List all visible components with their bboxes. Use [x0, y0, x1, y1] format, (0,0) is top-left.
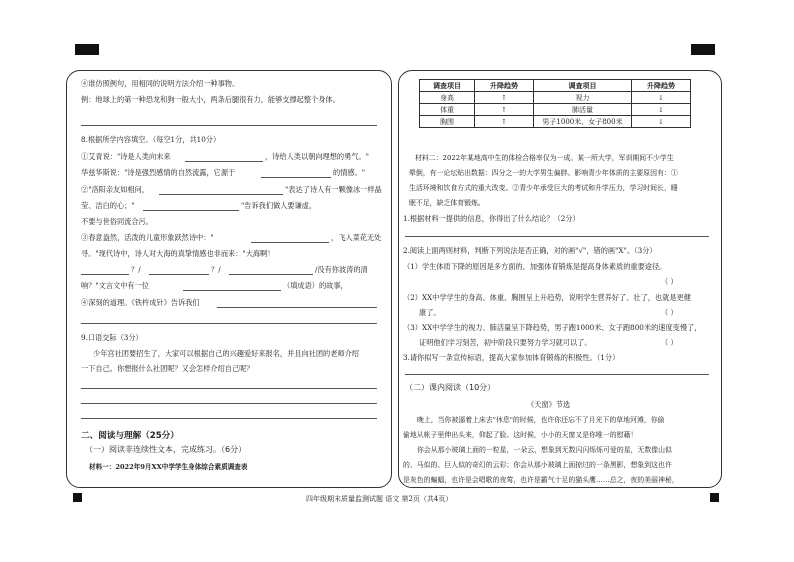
q8-3b: ，飞入菜花无处	[331, 233, 382, 242]
q8-1b: ，诗给人类以朝向理想的勇气。"	[265, 152, 369, 161]
answer-line[interactable]	[81, 403, 377, 404]
survey-table	[419, 79, 691, 128]
answer-line[interactable]	[405, 374, 709, 375]
passage-title: 《天窗》节选	[527, 400, 571, 409]
passage-line: 你会从那小玻璃上面的一粒星，一朵云，想象到无数闪闪烁烁可爱的星，无数像山似	[417, 446, 672, 454]
q2-statement-3-cont: 证明他们学习刻苦，初中阶段只要努力学习就可以了。	[419, 338, 592, 347]
table-row: 体重 ↑ 肺活量 ↓	[420, 104, 691, 116]
blank-line[interactable]	[217, 307, 377, 308]
blank-line[interactable]	[159, 194, 283, 195]
q2-statement-2: （2）XX中学学生的身高、体重、胸围呈上升趋势，说明学生营养好了、壮了，也就是更健	[403, 293, 691, 302]
blank-line[interactable]	[143, 210, 239, 211]
registration-mark-top-left	[75, 44, 99, 55]
q8-3f: /没有你波涛的清	[315, 265, 368, 274]
q8-2c: 莹、洁白的心；"	[81, 201, 135, 210]
answer-parentheses[interactable]: （ ）	[661, 338, 678, 347]
table-header: 调查项目	[420, 80, 475, 92]
q9-text2: 一下自己。你想报什么社团呢？又会怎样介绍自己呢？	[81, 364, 254, 373]
registration-mark-top-right	[691, 44, 715, 55]
material-2-line: 眠不足，缺乏体育锻炼。	[409, 199, 485, 207]
q7-item4: ④谁仿照例句，用相同的说明方法介绍一种事物。	[81, 79, 240, 88]
answer-line[interactable]	[405, 236, 709, 237]
registration-mark-bottom-right	[710, 493, 719, 502]
material-2-line: 生活环境和饮食方式的重大改变。②青少年承受巨大的考试和升学压力，学习时间长，睡	[409, 184, 678, 192]
q7-example: 例：地球上的第一种恐龙和狗一般大小，两条后腿很有力，能够支撑起整个身体。	[81, 95, 340, 104]
material-1-caption: 材料一：2022年9月XX中学学生身体综合素质调查表	[89, 463, 248, 471]
q8-3c: 寻。"现代诗中，诗人对大海的真挚情感也非而来："大海啊！	[81, 249, 275, 258]
page-footer: 四年级期末质量监测试题 语文 第2页（共4页）	[306, 495, 453, 503]
left-column	[66, 70, 392, 488]
answer-parentheses[interactable]: （ ）	[661, 277, 678, 286]
registration-mark-bottom-left	[73, 493, 82, 502]
answer-parentheses[interactable]: （ ）	[661, 308, 678, 317]
q8-2d: "告诉我们做人要谦虚，	[241, 201, 317, 210]
q2-statement-2-cont: 康了。	[419, 308, 441, 317]
table-header: 升降趋势	[475, 80, 534, 92]
right-column	[398, 70, 722, 488]
table-header: 调查项目	[534, 80, 632, 92]
q8-2e: 不要与世俗同流合污。	[81, 217, 153, 226]
blank-line[interactable]	[183, 290, 281, 291]
material-2-line: 材料二：2022年某地高中生的体检合格率仅为一成。某一所大学，军训期间不少学生	[415, 154, 674, 162]
answer-line[interactable]	[81, 323, 377, 324]
q8-1d: 的情感。"	[333, 168, 366, 177]
question-1: 1.根据材料一提供的信息，你得出了什么结论？（2分）	[403, 214, 580, 223]
answer-line[interactable]	[81, 388, 377, 389]
table-row: 身高 ↑ 视力 ↓	[420, 92, 691, 104]
passage-line: 是灰色的蝙蝠，也许是会唱歌的夜莺，也许是霸气十足的猫头鹰……总之，夜的美丽神秘，	[403, 476, 679, 484]
blank-line[interactable]	[149, 274, 209, 275]
material-2-line: 晕倒，有一论坛贴出数据：四分之一的大学男生偏胖。影响青少年体质的主要原因有：①	[409, 169, 678, 177]
q8-1c: 华兹华斯说："诗是强烈感情的自然流露，它源于	[81, 168, 236, 177]
passage-line: 晚上，当你被逼着上床去"休息"的时候，也许你还忘不了月光下的草地河滩，你偷	[417, 416, 665, 424]
section-2-heading: 二、阅读与理解（25分）	[81, 431, 179, 441]
q9-text1: 少年宫社团要招生了，大家可以根据自己的兴趣爱好来报名，并且向社团的老师介绍	[93, 349, 359, 358]
q8-3e: ？/	[211, 265, 221, 274]
q8-2a: ②"洛阳亲友如相问，	[81, 185, 149, 194]
q8-3a: ③春意盎然，活泼的儿童形象跃然诗中："	[81, 233, 214, 242]
q8-1a: ①艾青说："诗是人类向未来	[81, 152, 171, 161]
subsection-2-heading: （二）课内阅读（10分）	[405, 383, 496, 392]
passage-line: 偷地从帐子里伸出头来，仰起了脸。这时候，小小的天窗又是你唯一的慰藉！	[403, 431, 638, 439]
q9-title: 9.口语交际（3分）	[81, 333, 143, 342]
answer-line[interactable]	[81, 125, 377, 126]
q8-3g: 响？"文言文中有一位	[81, 281, 149, 290]
blank-line[interactable]	[185, 161, 263, 162]
q8-title: 8.根据所学内容填空。（每空1分，共10分）	[81, 135, 221, 144]
q8-3d: ？/	[131, 265, 141, 274]
question-2: 2.阅读上面两则材料，判断下列说法是否正确，对的画"√"，错的画"X"。（3分）	[403, 246, 657, 255]
subsection-1-heading: （一）阅读非连续性文本，完成练习。（6分）	[85, 445, 247, 454]
table-header: 升降趋势	[632, 80, 691, 92]
q8-3h: （填成语）的故事，	[283, 281, 348, 290]
table-row: 胸围 ↑ 男子1000米、女子800米 ↓	[420, 116, 691, 128]
blank-line[interactable]	[229, 274, 313, 275]
passage-line: 的、马似的、巨人似的奇幻的云彩；你会从那小玻璃上面掠过的一条黑影，想象到这也许	[403, 461, 672, 469]
blank-line[interactable]	[81, 274, 129, 275]
q8-2b: "表达了诗人有一颗像冰一样晶	[285, 185, 382, 194]
q2-statement-1: （1）学生体质下降的原因是多方面的，加强体育锻炼是提高身体素质的重要途径。	[403, 262, 667, 271]
blank-line[interactable]	[261, 177, 331, 178]
question-3: 3.请你拟写一条宣传标语，提高大家参加体育锻炼的积极性。（1分）	[403, 353, 620, 362]
q8-4a: ④深刻的道理。《铁杵成针》告诉我们	[81, 298, 200, 307]
q2-statement-3: （3）XX中学学生的视力、肺活量呈下降趋势，男子跑1000米、女子跑800米的速度变慢了，	[403, 323, 702, 332]
answer-line[interactable]	[81, 418, 377, 419]
blank-line[interactable]	[251, 242, 329, 243]
